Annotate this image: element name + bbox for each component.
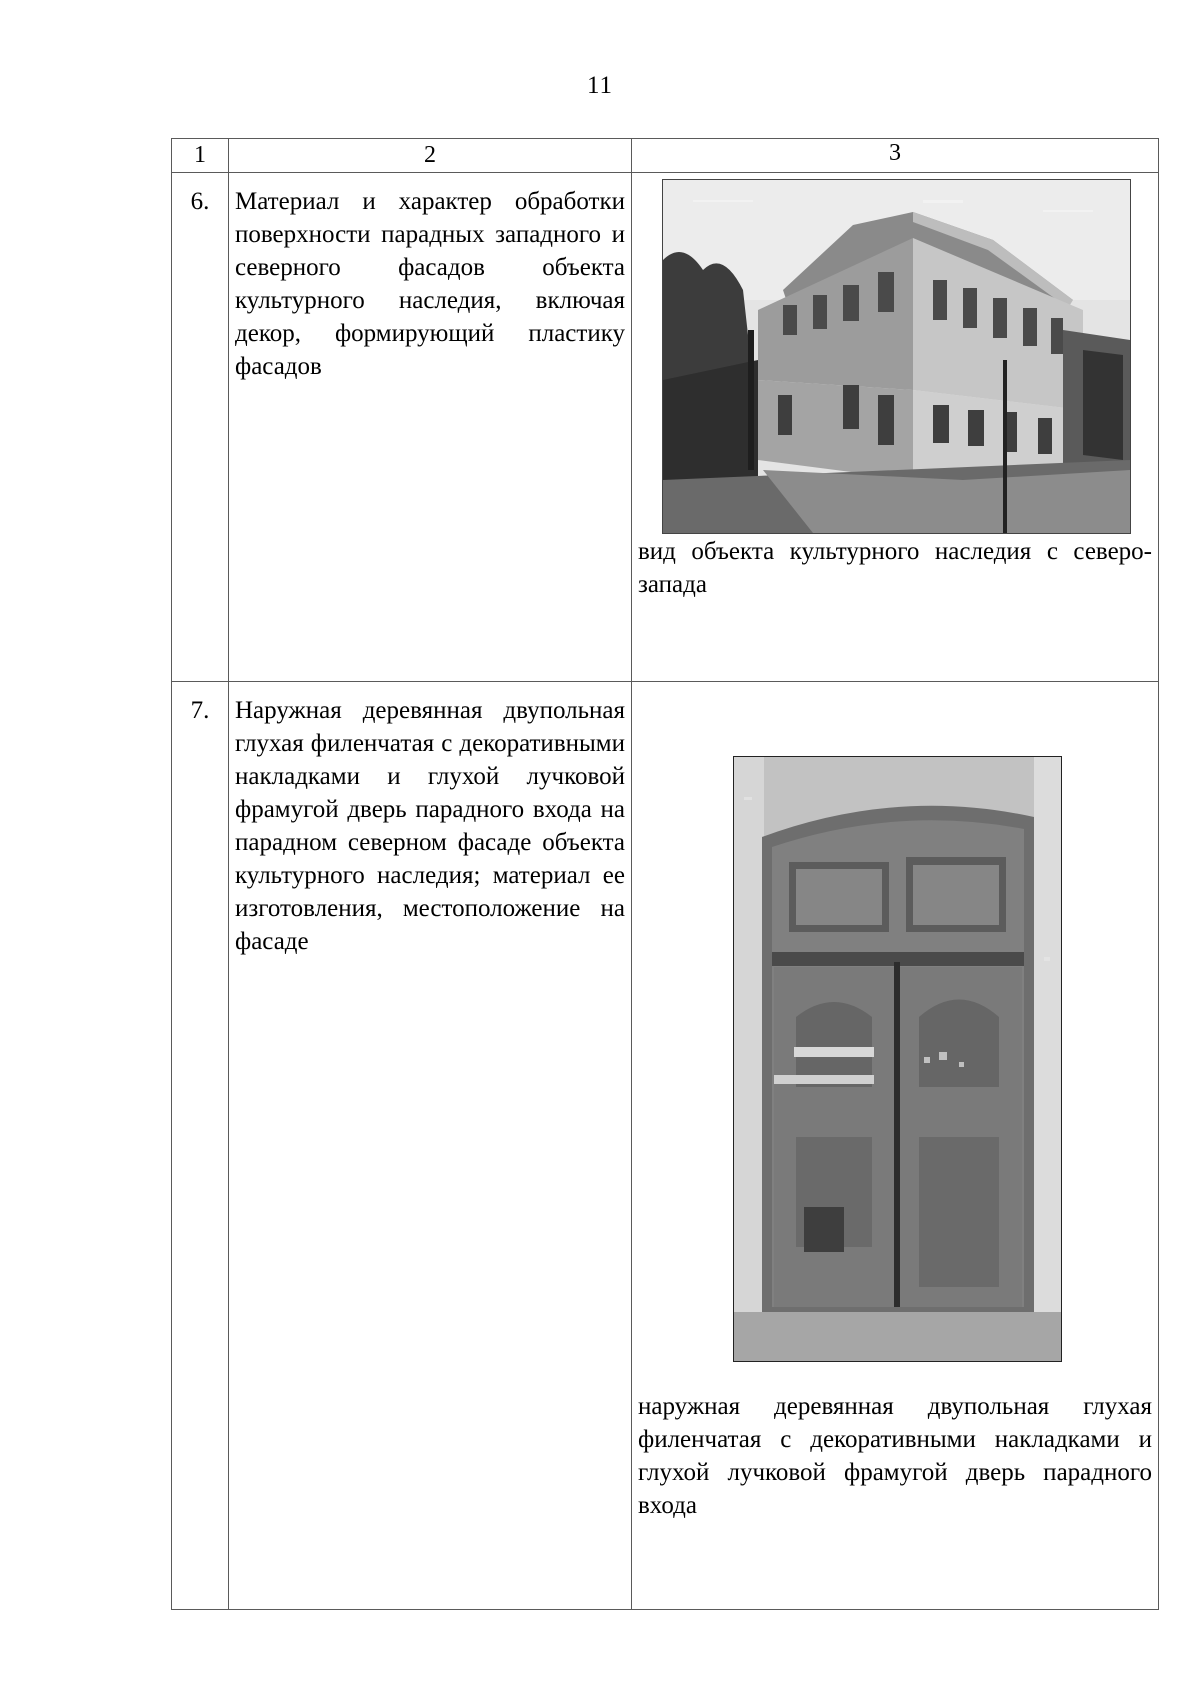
building-photo <box>662 179 1131 534</box>
door-photo <box>733 756 1062 1362</box>
row-number: 7. <box>172 682 229 1610</box>
photo-cell <box>632 682 1159 1610</box>
row-description <box>229 173 632 682</box>
column-header-1: 1 <box>172 139 229 173</box>
column-header-2: 2 <box>229 139 632 173</box>
photo-cell <box>632 173 1159 682</box>
table-header-row <box>172 139 1159 173</box>
description-text: Наружная деревянная двупольная глухая филенчатая с декоративными накладками и глухой лучковой фрамугой дверь парадного входа на парадном северном фасаде объекта культурного наследия; материал ее изготовления, местоположение на фасаде <box>235 697 625 955</box>
table-row <box>172 682 1159 1610</box>
monument-elements-table <box>171 138 1159 1610</box>
column-header-3: 3 <box>632 139 1159 173</box>
row-description <box>229 682 632 1610</box>
page-number: 11 <box>586 72 614 99</box>
row-number: 6. <box>172 173 229 682</box>
photo-caption: вид объекта культурного наследия с северо-запада <box>638 538 1152 598</box>
description-text: Материал и характер обработки поверхности парадных западного и северного фасадов объекта культурного наследия, включая декор, формирующий пластику фасадов <box>235 188 625 380</box>
table-row <box>172 173 1159 682</box>
photo-caption: наружная деревянная двупольная глухая филенчатая с декоративными накладками и глухой лучковой фрамугой дверь парадного входа <box>638 1393 1152 1519</box>
